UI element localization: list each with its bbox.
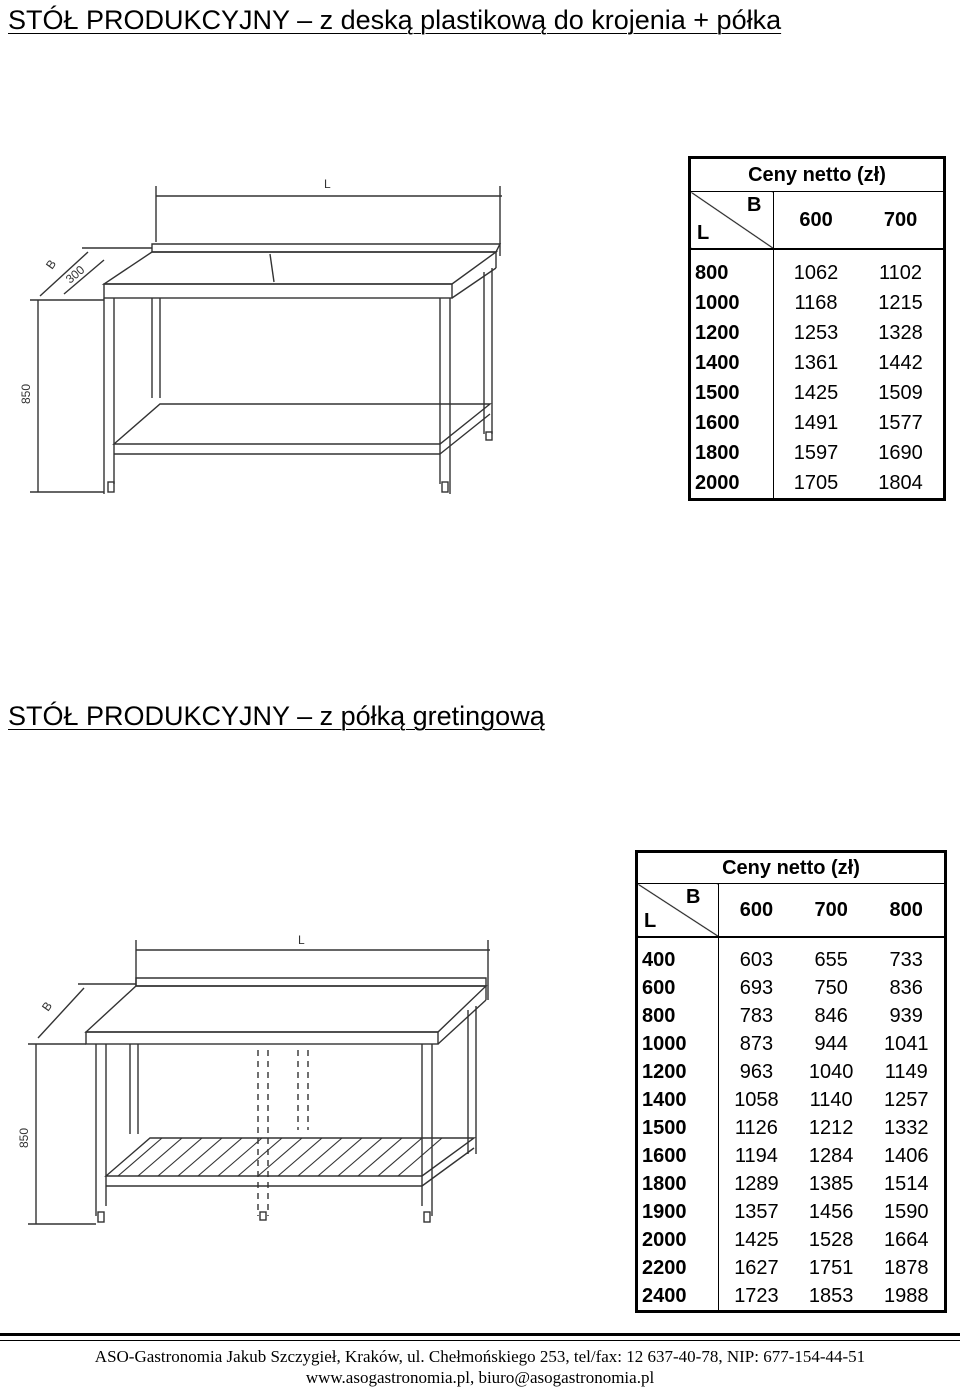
table-row	[637, 1226, 946, 1254]
table-row	[690, 378, 945, 408]
row-length: 1200	[690, 318, 774, 348]
row-length: 800	[637, 1002, 719, 1030]
footer-divider-thin	[0, 1340, 960, 1341]
row-length: 2200	[637, 1254, 719, 1282]
price-cell: 1062	[793, 261, 839, 284]
table2-width-header: 800	[868, 884, 945, 938]
drawing1-length-label: L	[324, 177, 331, 191]
footer-company-info: ASO-Gastronomia Jakub Szczygieł, Kraków, ul. Chełmońskiego 253, tel/fax: 12 637-40-78, NIP: 677-154-44-51	[94, 1347, 866, 1366]
price-cell: 1751	[808, 1256, 854, 1279]
price-cell: 1804	[878, 471, 923, 494]
price-cell: 1140	[809, 1088, 853, 1111]
row-length: 2000	[637, 1226, 719, 1254]
price-cell: 1361	[793, 351, 839, 374]
price-cell: 944	[814, 1032, 848, 1055]
table2-corner	[637, 884, 719, 938]
price-cell: 1514	[883, 1172, 929, 1195]
section2-title: STÓŁ PRODUKCYJNY – z półką gretingową	[8, 701, 545, 731]
table-row	[690, 348, 945, 378]
table-row	[637, 1170, 946, 1198]
price-cell: 1425	[734, 1228, 779, 1251]
price-cell: 1212	[808, 1116, 854, 1139]
table2-caption: Ceny netto (zł)	[637, 852, 946, 884]
row-length: 1500	[690, 378, 774, 408]
row-length: 2000	[690, 468, 774, 500]
price-cell: 1126	[734, 1116, 778, 1139]
price-cell: 1215	[878, 291, 923, 314]
price-cell: 1597	[793, 441, 839, 464]
row-length: 1800	[637, 1170, 719, 1198]
table1-width-header: 600	[774, 192, 859, 250]
row-length: 1600	[690, 408, 774, 438]
row-length: 1400	[637, 1086, 719, 1114]
table-row	[637, 1058, 946, 1086]
price-cell: 1425	[793, 381, 839, 404]
table-row	[690, 318, 945, 348]
price-cell: 1332	[883, 1116, 929, 1139]
table-row	[637, 974, 946, 1002]
price-cell: 1491	[793, 411, 839, 434]
price-cell: 939	[889, 1004, 923, 1027]
row-length: 600	[637, 974, 719, 1002]
price-cell: 603	[739, 948, 774, 971]
price-cell: 1853	[808, 1284, 854, 1307]
price-cell: 1988	[883, 1284, 929, 1307]
price-table-grating-shelf	[635, 850, 947, 1313]
price-cell: 1456	[808, 1200, 854, 1223]
price-cell: 1289	[734, 1172, 779, 1195]
table2-width-header: 600	[719, 884, 794, 938]
table-row	[637, 1114, 946, 1142]
row-length: 2400	[637, 1282, 719, 1312]
price-cell: 846	[814, 1004, 848, 1027]
drawing2-height-label: 850	[17, 1127, 31, 1148]
table-row	[637, 1282, 946, 1312]
price-cell: 1590	[883, 1200, 929, 1223]
price-cell: 1102	[879, 261, 923, 284]
drawing1-height-label: 850	[19, 383, 33, 404]
price-cell: 1284	[808, 1144, 854, 1167]
table2-width-header: 700	[794, 884, 869, 938]
table-row	[637, 1030, 946, 1058]
row-length: 800	[690, 258, 774, 288]
price-cell: 1041	[883, 1032, 929, 1055]
price-cell: 836	[889, 976, 923, 999]
table2-corner-l: L	[644, 910, 657, 932]
price-cell: 1357	[734, 1200, 779, 1223]
row-length: 400	[637, 946, 719, 974]
price-cell: 1723	[734, 1284, 779, 1307]
row-length: 1400	[690, 348, 774, 378]
price-cell: 963	[739, 1060, 774, 1083]
price-cell: 1664	[883, 1228, 929, 1251]
price-cell: 1328	[878, 321, 923, 344]
table-row	[690, 288, 945, 318]
drawing1-depth-label: B	[42, 257, 60, 272]
price-table-cutting-board	[688, 156, 946, 501]
row-length: 1500	[637, 1114, 719, 1142]
row-length: 1800	[690, 438, 774, 468]
table1-width-header: 700	[858, 192, 944, 250]
price-cell: 873	[739, 1032, 774, 1055]
price-cell: 1627	[734, 1256, 779, 1279]
table2-corner-b: B	[686, 886, 701, 908]
price-cell: 783	[739, 1004, 774, 1027]
table-row	[637, 1002, 946, 1030]
price-cell: 1690	[878, 441, 923, 464]
table1-corner	[690, 192, 774, 250]
table-row	[637, 1086, 946, 1114]
footer-contact-links[interactable]: www.asogastronomia.pl, biuro@asogastronomia.pl	[305, 1368, 655, 1387]
price-cell: 1509	[878, 381, 923, 404]
price-cell: 1406	[883, 1144, 929, 1167]
row-length: 1000	[637, 1030, 719, 1058]
table-with-grating-shelf-drawing	[12, 920, 492, 1230]
price-cell: 1528	[808, 1228, 854, 1251]
table-row	[637, 1198, 946, 1226]
price-cell: 1058	[734, 1088, 779, 1111]
table-row	[637, 946, 946, 974]
row-length: 1600	[637, 1142, 719, 1170]
drawing1-board-label: 300	[62, 262, 88, 287]
price-cell: 1168	[794, 291, 838, 314]
price-cell: 1149	[884, 1060, 928, 1083]
row-length: 1900	[637, 1198, 719, 1226]
price-cell: 1577	[878, 411, 923, 434]
price-cell: 1040	[808, 1060, 854, 1083]
table-row	[637, 1142, 946, 1170]
price-cell: 733	[889, 948, 923, 971]
table1-corner-b: B	[747, 194, 762, 216]
price-cell: 1442	[878, 351, 923, 374]
table-row	[690, 408, 945, 438]
row-length: 1200	[637, 1058, 719, 1086]
table1-caption: Ceny netto (zł)	[690, 158, 945, 192]
row-length: 1000	[690, 288, 774, 318]
price-cell: 1705	[793, 471, 839, 494]
price-cell: 693	[739, 976, 774, 999]
price-cell: 1878	[883, 1256, 929, 1279]
table-with-cutting-board-drawing	[12, 172, 502, 502]
price-cell: 1257	[883, 1088, 929, 1111]
drawing2-depth-label: B	[38, 999, 56, 1014]
price-cell: 1253	[793, 321, 839, 344]
price-cell: 1385	[808, 1172, 854, 1195]
table-row	[637, 1254, 946, 1282]
price-cell: 655	[814, 948, 848, 971]
table-row	[690, 438, 945, 468]
price-cell: 750	[814, 976, 848, 999]
table-row	[690, 258, 945, 288]
footer-divider	[0, 1333, 960, 1336]
section1-title: STÓŁ PRODUKCYJNY – z deską plastikową do krojenia + półka	[8, 5, 782, 35]
table1-corner-l: L	[697, 222, 710, 244]
table-row	[690, 468, 945, 500]
drawing2-length-label: L	[298, 933, 305, 947]
price-cell: 1194	[734, 1144, 778, 1167]
